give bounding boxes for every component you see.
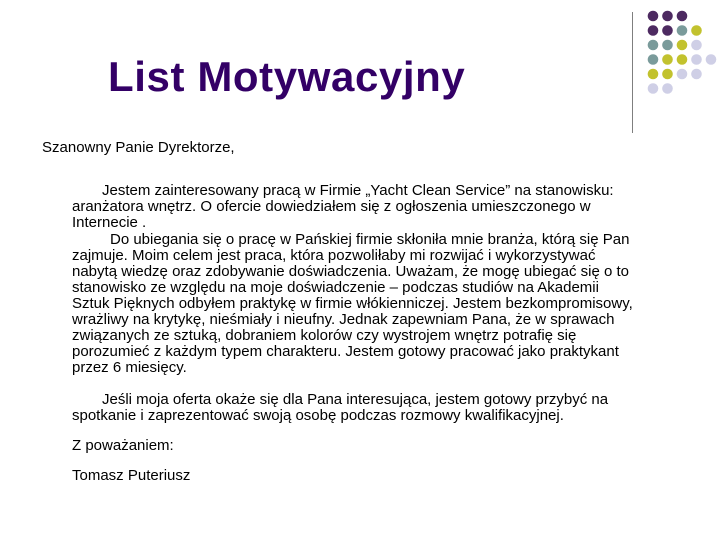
signature-line: Tomasz Puteriusz	[72, 467, 191, 484]
decorative-dot	[662, 40, 673, 51]
decorative-dot-grid	[647, 9, 719, 109]
closing-line: Z poważaniem:	[72, 437, 174, 454]
decorative-dot	[662, 54, 673, 65]
decorative-dot	[677, 40, 688, 51]
paragraph-2-line-8: porozumieć z każdym typem charakteru. Jestem gotowy pracować jako praktykant	[72, 343, 619, 360]
decorative-dot	[691, 54, 702, 65]
paragraph-2-line-3: nabytą wiedzę oraz zdobywanie doświadczenia. Uważam, że mogę ubiegać się o to	[72, 263, 629, 280]
decorative-dot	[648, 54, 659, 65]
paragraph-1-line-2: aranżatora wnętrz. O ofercie dowiedziałem się z ogłoszenia umieszczonego w	[72, 198, 591, 215]
vertical-divider	[632, 12, 633, 133]
decorative-dot	[648, 25, 659, 36]
paragraph-2-line-6: wrażliwy na krytykę, nieśmiały i nieufny. Jednak zapewniam Pana, że w sprawach	[72, 311, 615, 328]
decorative-dot	[691, 40, 702, 51]
decorative-dot	[662, 11, 673, 22]
paragraph-3-line-1: Jeśli moja oferta okaże się dla Pana interesująca, jestem gotowy przybyć na	[102, 391, 609, 408]
decorative-dot	[662, 83, 673, 94]
slide-title: List Motywacyjny	[108, 53, 466, 100]
paragraph-2-line-9: przez 6 miesięcy.	[72, 359, 187, 376]
decorative-dot	[706, 54, 717, 65]
decorative-dot	[662, 25, 673, 36]
paragraph-2-line-7: związanych ze sztuką, dobraniem kolorów czy wystrojem wnętrz potrafię się	[72, 327, 577, 344]
decorative-dot	[648, 11, 659, 22]
paragraph-1-line-3: Internecie .	[72, 214, 147, 231]
decorative-dot	[691, 25, 702, 36]
decorative-dot	[677, 25, 688, 36]
paragraph-2-line-5: Sztuk Pięknych odbyłem praktykę w firmie włókienniczej. Jestem bezkompromisowy,	[72, 295, 633, 312]
decorative-dot	[662, 69, 673, 80]
decorative-dot	[677, 54, 688, 65]
paragraph-2-line-2: zajmuje. Moim celem jest praca, która pozwoliłaby mi rozwijać i wykorzystywać	[72, 247, 596, 264]
decorative-dot	[648, 83, 659, 94]
decorative-dot	[677, 69, 688, 80]
greeting-line: Szanowny Panie Dyrektorze,	[42, 139, 235, 156]
decorative-dot	[648, 40, 659, 51]
decorative-dot	[648, 69, 659, 80]
paragraph-3-line-2: spotkanie i zaprezentować swoją osobę podczas rozmowy kwalifikacyjnej.	[72, 407, 564, 424]
decorative-dot	[691, 69, 702, 80]
paragraph-2-line-1: Do ubiegania się o pracę w Pańskiej firmie skłoniła mnie branża, którą się Pan	[110, 231, 630, 248]
paragraph-1-line-1: Jestem zainteresowany pracą w Firmie „Yacht Clean Service” na stanowisku:	[102, 182, 614, 199]
decorative-dot	[677, 11, 688, 22]
paragraph-2-line-4: stanowisko ze względu na moje doświadczenie – podczas studiów na Akademii	[72, 279, 599, 296]
